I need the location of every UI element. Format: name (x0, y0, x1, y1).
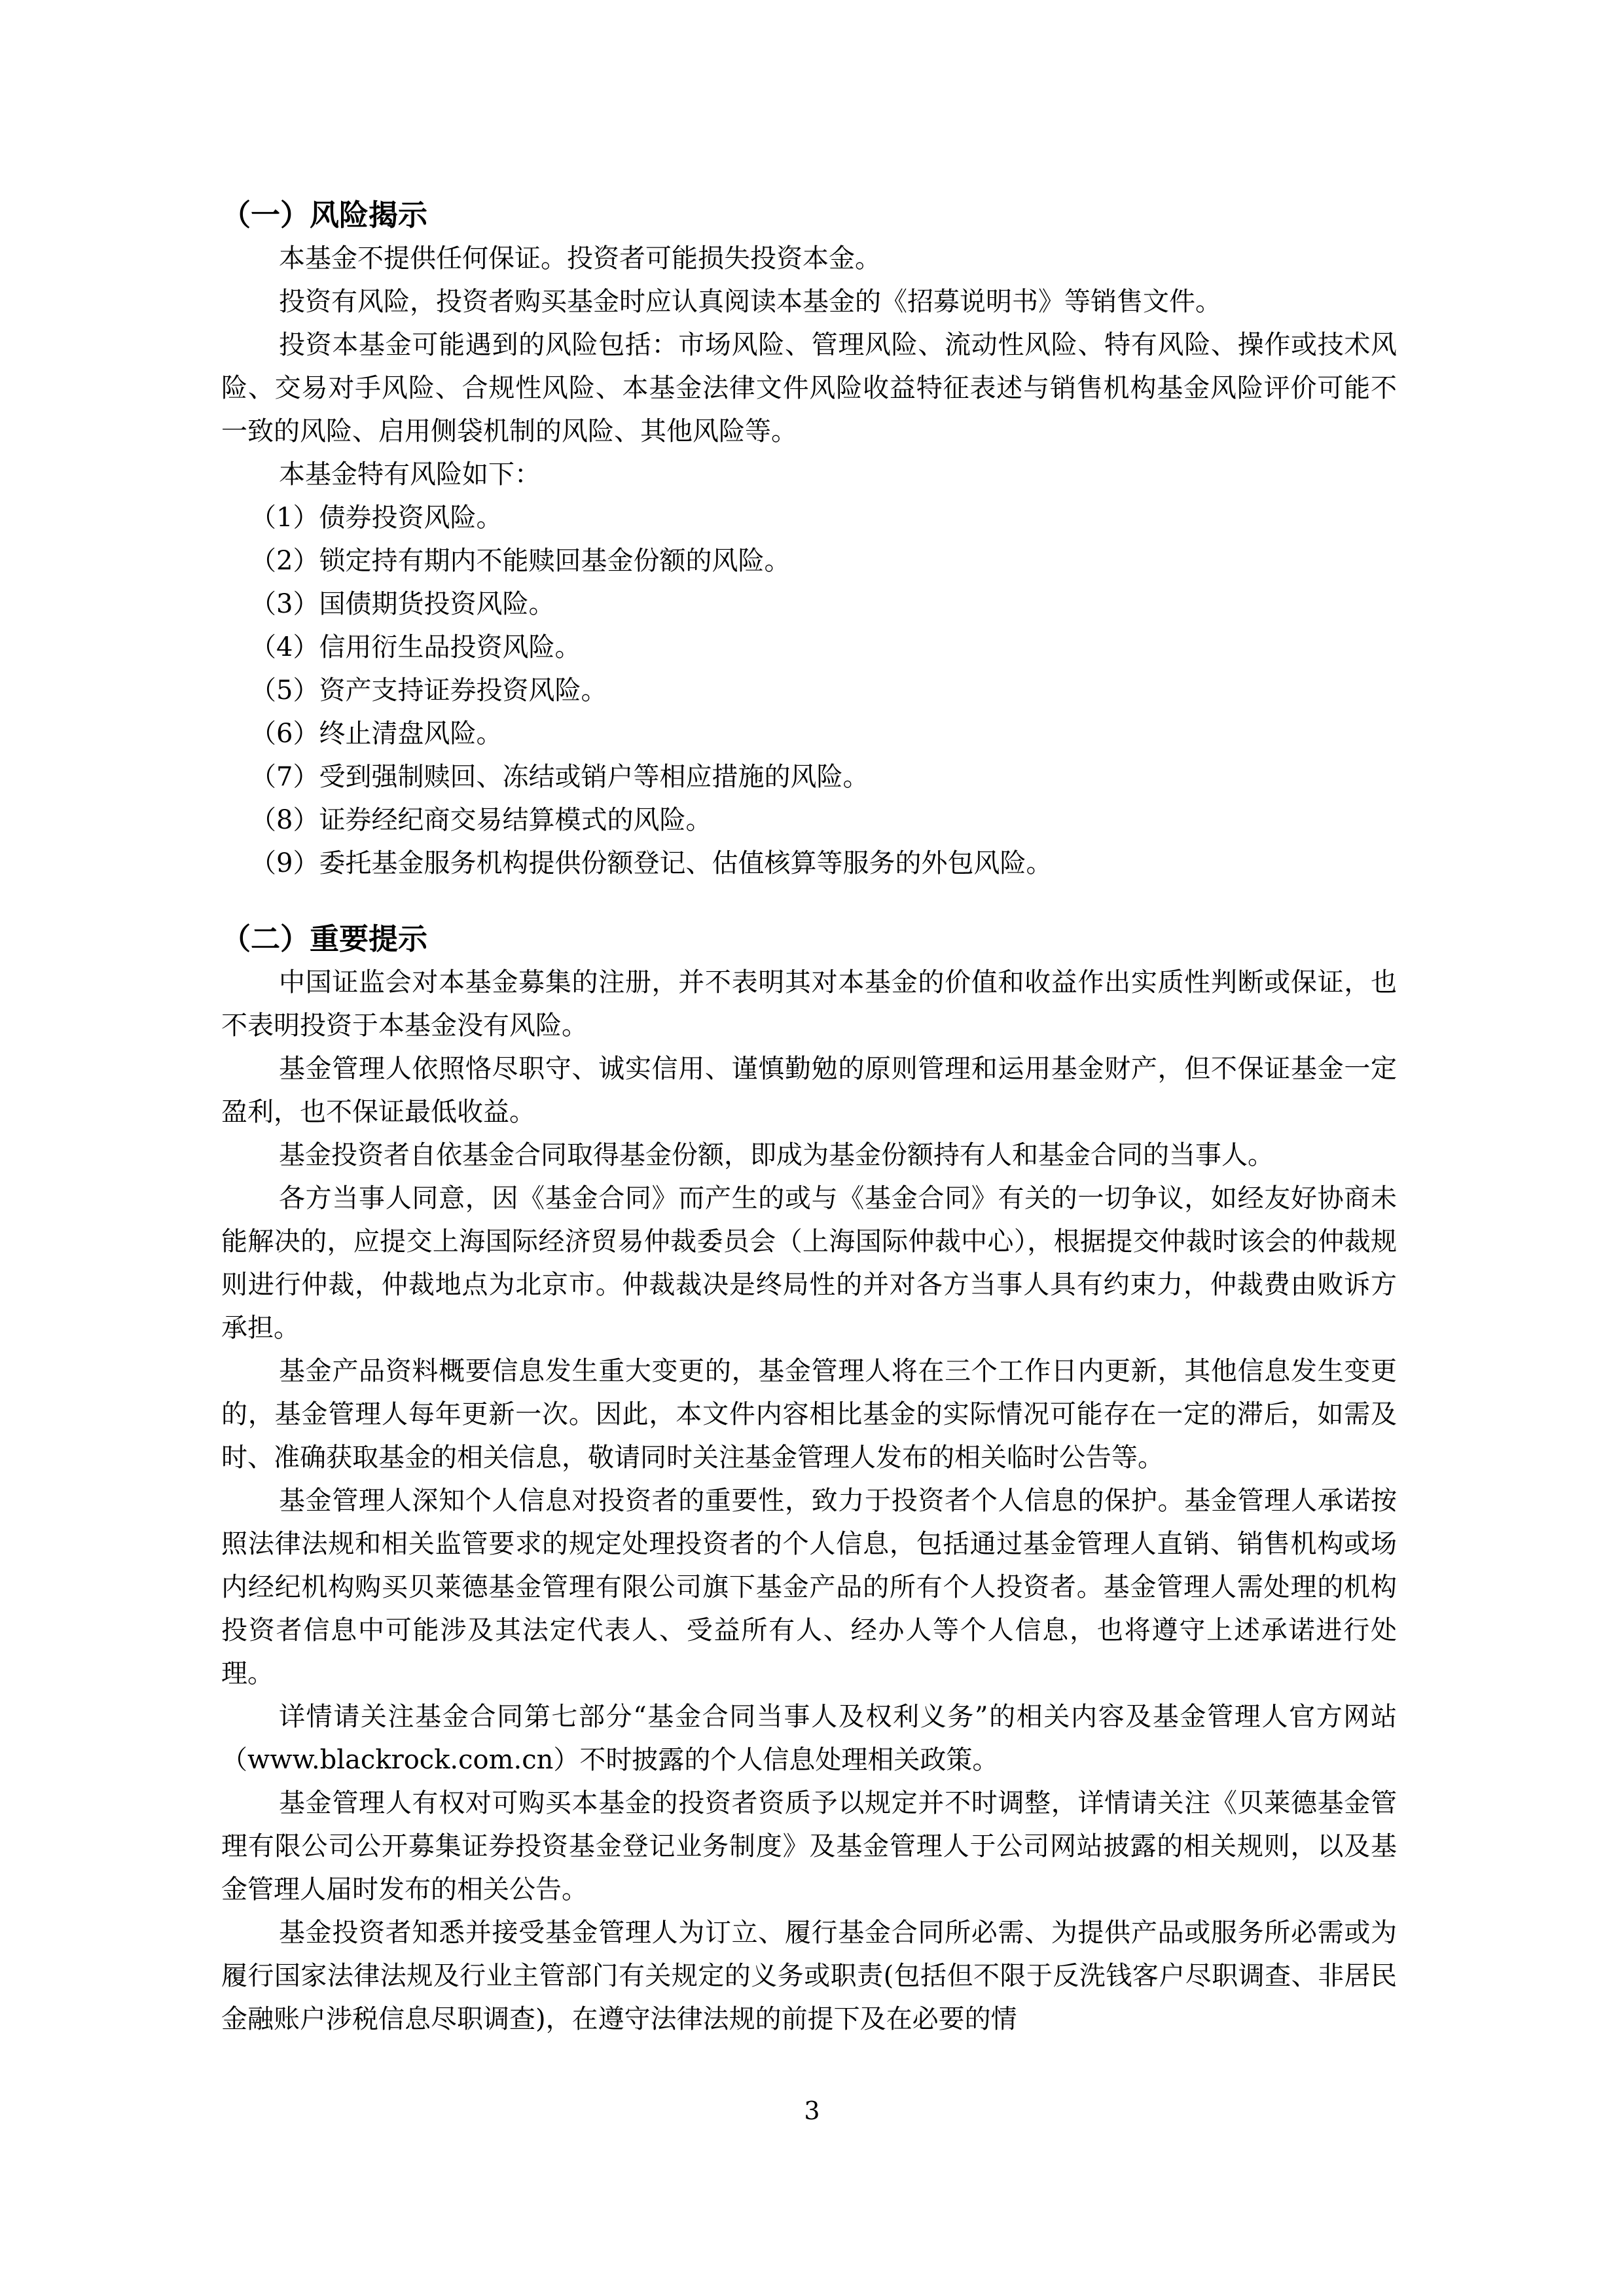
paragraph: 各方当事人同意，因《基金合同》而产生的或与《基金合同》有关的一切争议，如经友好协商未能解决的，应提交上海国际经济贸易仲裁委员会（上海国际仲裁中心），根据提交仲裁时该会的仲裁规则进行仲裁，仲裁地点为北京市。仲裁裁决是终局性的并对各方当事人具有约束力，仲裁费由败诉方承担。 (221, 1183, 1397, 1343)
risk-list-item: （1）债券投资风险。 (250, 503, 503, 533)
section-heading: （二）重要提示 (221, 922, 428, 956)
paragraph: 基金管理人深知个人信息对投资者的重要性，致力于投资者个人信息的保护。基金管理人承诺按照法律法规和相关监管要求的规定处理投资者的个人信息，包括通过基金管理人直销、销售机构或场内经纪机构购买贝莱德基金管理有限公司旗下基金产品的所有个人投资者。基金管理人需处理的机构投资者信息中可能涉及其法定代表人、受益所有人、经办人等个人信息，也将遵守上述承诺进行处理。 (221, 1486, 1397, 1689)
paragraph: 投资有风险，投资者购买基金时应认真阅读本基金的《招募说明书》等销售文件。 (279, 287, 1221, 317)
risk-list-item: （4）信用衍生品投资风险。 (250, 632, 581, 662)
paragraph: 基金管理人有权对可购买本基金的投资者资质予以规定并不时调整，详情请关注《贝莱德基金管理有限公司公开募集证券投资基金登记业务制度》及基金管理人于公司网站披露的相关规则，以及基金管理人届时发布的相关公告。 (221, 1788, 1397, 1905)
paragraph: 基金投资者自依基金合同取得基金份额，即成为基金份额持有人和基金合同的当事人。 (279, 1140, 1274, 1170)
paragraph: 中国证监会对本基金募集的注册，并不表明其对本基金的价值和收益作出实质性判断或保证，也不表明投资于本基金没有风险。 (221, 967, 1397, 1041)
risk-disclosure-section (221, 194, 1397, 885)
risk-list-item: （7）受到强制赎回、冻结或销户等相应措施的风险。 (250, 762, 869, 792)
paragraph: 基金管理人依照恪尽职守、诚实信用、谨慎勤勉的原则管理和运用基金财产，但不保证基金一定盈利，也不保证最低收益。 (221, 1054, 1397, 1127)
risk-list-item: （5）资产支持证券投资风险。 (250, 675, 607, 706)
paragraph: 投资本基金可能遇到的风险包括：市场风险、管理风险、流动性风险、特有风险、操作或技术风险、交易对手风险、合规性风险、本基金法律文件风险收益特征表述与销售机构基金风险评价可能不一致的风险、启用侧袋机制的风险、其他风险等。 (221, 330, 1397, 446)
section-heading: （一）风险揭示 (221, 198, 428, 232)
important-notice-section (221, 918, 1397, 2041)
risk-list-item: （3）国债期货投资风险。 (250, 589, 555, 619)
risk-list-item: （9）委托基金服务机构提供份额登记、估值核算等服务的外包风险。 (250, 848, 1053, 878)
page-number: 3 (804, 2096, 820, 2125)
risk-list-item: （2）锁定持有期内不能赎回基金份额的风险。 (250, 546, 791, 576)
paragraph: 基金产品资料概要信息发生重大变更的，基金管理人将在三个工作日内更新，其他信息发生变更的，基金管理人每年更新一次。因此，本文件内容相比基金的实际情况可能存在一定的滞后，如需及时、准确获取基金的相关信息，敬请同时关注基金管理人发布的相关临时公告等。 (221, 1356, 1397, 1473)
paragraph: 本基金特有风险如下： (279, 459, 541, 490)
risk-list-item: （6）终止清盘风险。 (250, 719, 503, 749)
paragraph: 详情请关注基金合同第七部分“基金合同当事人及权利义务”的相关内容及基金管理人官方网站（www.blackrock.com.cn）不时披露的个人信息处理相关政策。 (221, 1702, 1397, 1775)
paragraph: 基金投资者知悉并接受基金管理人为订立、履行基金合同所必需、为提供产品或服务所必需或为履行国家法律法规及行业主管部门有关规定的义务或职责(包括但不限于反洗钱客户尽职调查、非居民金融账户涉税信息尽职调查)，在遵守法律法规的前提下及在必要的情 (221, 1918, 1397, 2034)
risk-list-item: （8）证券经纪商交易结算模式的风险。 (250, 805, 712, 835)
paragraph: 本基金不提供任何保证。投资者可能损失投资本金。 (279, 243, 881, 274)
